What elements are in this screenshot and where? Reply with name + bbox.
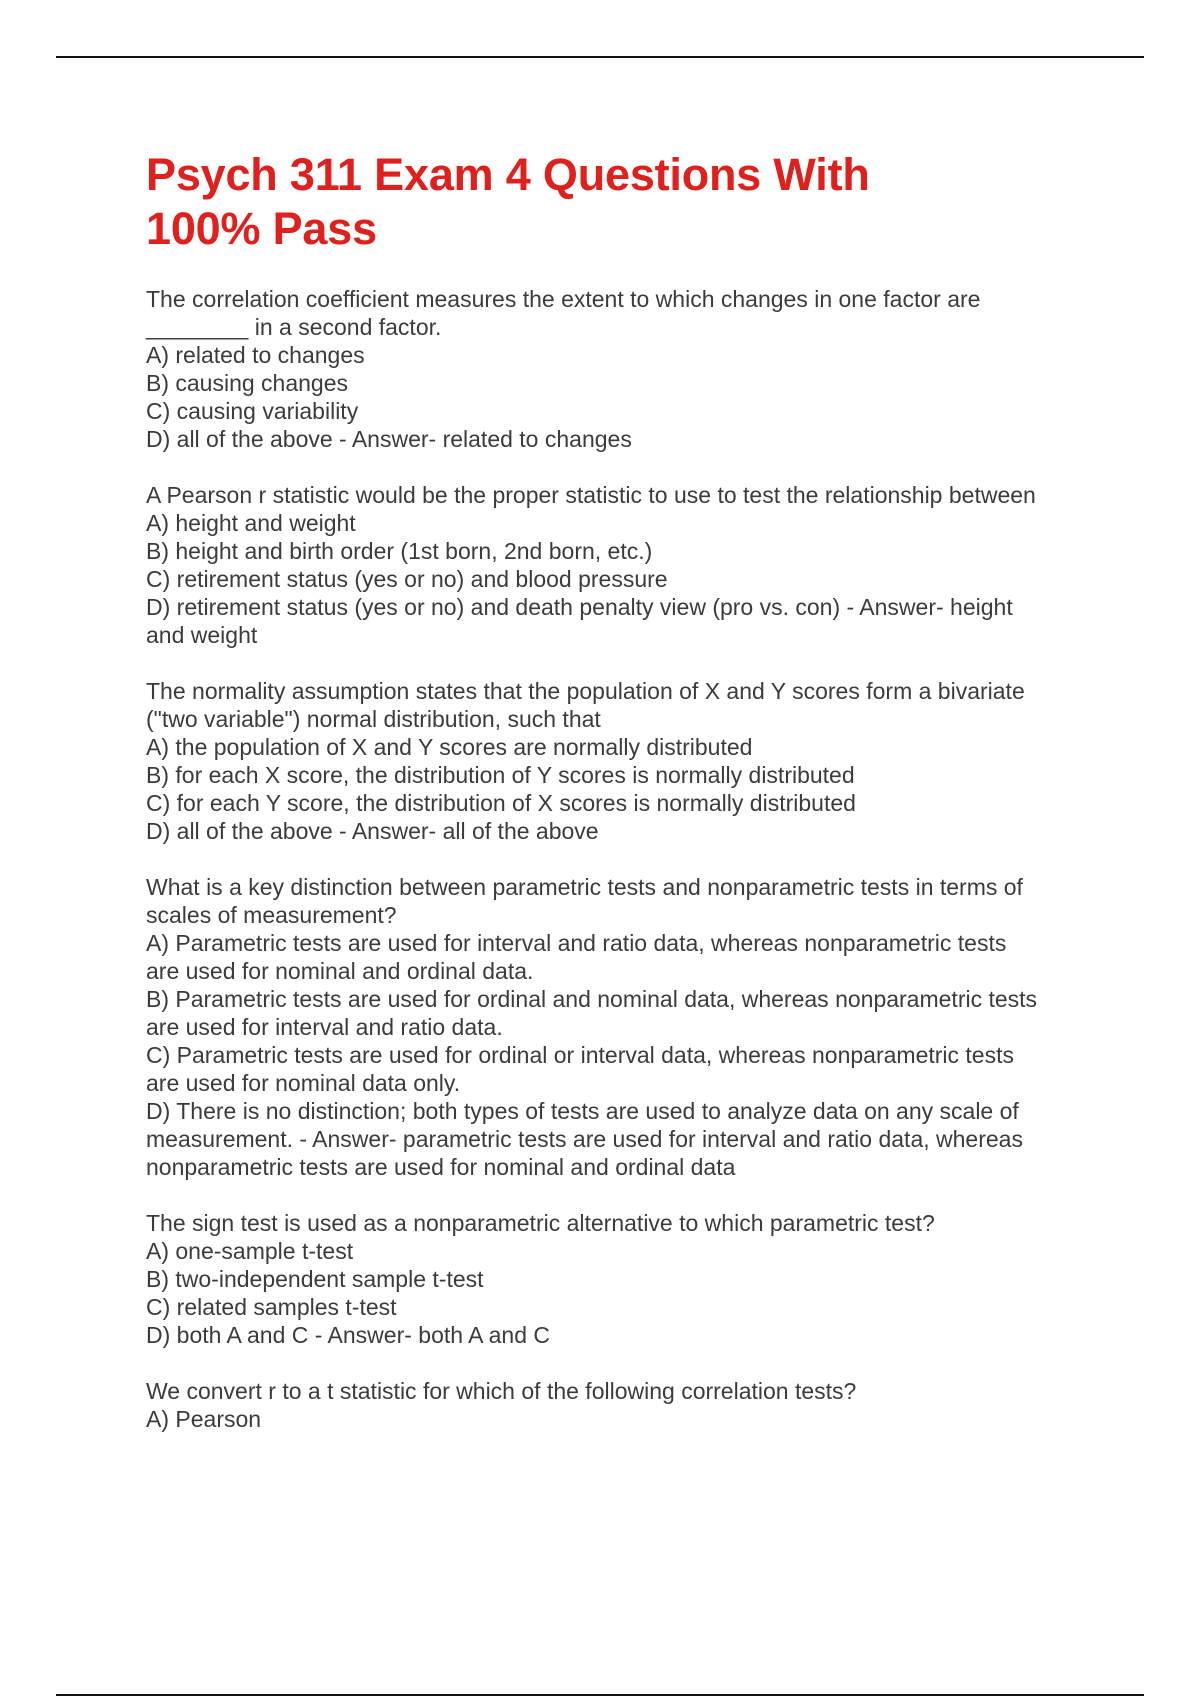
question-line: D) retirement status (yes or no) and death penalty view (pro vs. con) - Answer- height bbox=[146, 594, 1013, 620]
question-block bbox=[146, 1209, 1096, 1349]
document-body bbox=[146, 148, 1096, 1461]
question-line: are used for interval and ratio data. bbox=[146, 1014, 503, 1040]
question-line: ________ in a second factor. bbox=[146, 314, 442, 340]
question-text: The correlation coefficient measures the extent to which changes in one factor are bbox=[146, 286, 981, 312]
question-line: A) height and weight bbox=[146, 510, 356, 536]
top-rule bbox=[56, 56, 1144, 58]
question-line: A) Parametric tests are used for interval and ratio data, whereas nonparametric tests bbox=[146, 930, 1007, 956]
question-line: C) retirement status (yes or no) and blood pressure bbox=[146, 566, 668, 592]
question-line: B) causing changes bbox=[146, 370, 349, 396]
question-line: A) the population of X and Y scores are normally distributed bbox=[146, 734, 753, 760]
question-line: C) related samples t-test bbox=[146, 1294, 397, 1320]
question-line: D) There is no distinction; both types of tests are used to analyze data on any scale of bbox=[146, 1098, 1019, 1124]
question-line: are used for nominal data only. bbox=[146, 1070, 461, 1096]
question-line: and weight bbox=[146, 622, 258, 648]
question-line: scales of measurement? bbox=[146, 902, 397, 928]
question-line: A) Pearson bbox=[146, 1406, 262, 1432]
question-line: B) for each X score, the distribution of Y scores is normally distributed bbox=[146, 762, 855, 788]
question-line: ("two variable") normal distribution, such that bbox=[146, 706, 601, 732]
document-title bbox=[146, 148, 1096, 256]
question-line: nonparametric tests are used for nominal and ordinal data bbox=[146, 1154, 736, 1180]
question-text: The sign test is used as a nonparametric alternative to which parametric test? bbox=[146, 1210, 935, 1236]
question-line: C) causing variability bbox=[146, 398, 359, 424]
question-line: C) for each Y score, the distribution of X scores is normally distributed bbox=[146, 790, 856, 816]
question-line: A) one-sample t-test bbox=[146, 1238, 354, 1264]
question-block bbox=[146, 285, 1096, 453]
title-line-2: 100% Pass bbox=[146, 203, 377, 254]
question-line: B) height and birth order (1st born, 2nd born, etc.) bbox=[146, 538, 653, 564]
question-line: D) all of the above - Answer- all of the above bbox=[146, 818, 599, 844]
bottom-rule bbox=[56, 1694, 1144, 1696]
question-block bbox=[146, 481, 1096, 649]
question-text: A Pearson r statistic would be the proper statistic to use to test the relationship between bbox=[146, 482, 1036, 508]
question-block bbox=[146, 677, 1096, 845]
question-line: are used for nominal and ordinal data. bbox=[146, 958, 534, 984]
question-list bbox=[146, 285, 1096, 1433]
question-line: B) two-independent sample t-test bbox=[146, 1266, 484, 1292]
question-line: measurement. - Answer- parametric tests are used for interval and ratio data, whereas bbox=[146, 1126, 1023, 1152]
question-text: We convert r to a t statistic for which of the following correlation tests? bbox=[146, 1378, 857, 1404]
title-line-1: Psych 311 Exam 4 Questions With bbox=[146, 149, 870, 200]
question-line: C) Parametric tests are used for ordinal or interval data, whereas nonparametric tests bbox=[146, 1042, 1014, 1068]
question-line: B) Parametric tests are used for ordinal and nominal data, whereas nonparametric tests bbox=[146, 986, 1038, 1012]
question-line: D) both A and C - Answer- both A and C bbox=[146, 1322, 551, 1348]
question-text: What is a key distinction between parametric tests and nonparametric tests in terms of bbox=[146, 874, 1023, 900]
question-line: D) all of the above - Answer- related to changes bbox=[146, 426, 632, 452]
question-text: The normality assumption states that the population of X and Y scores form a bivariate bbox=[146, 678, 1025, 704]
question-block bbox=[146, 873, 1096, 1181]
question-block bbox=[146, 1377, 1096, 1433]
question-line: A) related to changes bbox=[146, 342, 365, 368]
